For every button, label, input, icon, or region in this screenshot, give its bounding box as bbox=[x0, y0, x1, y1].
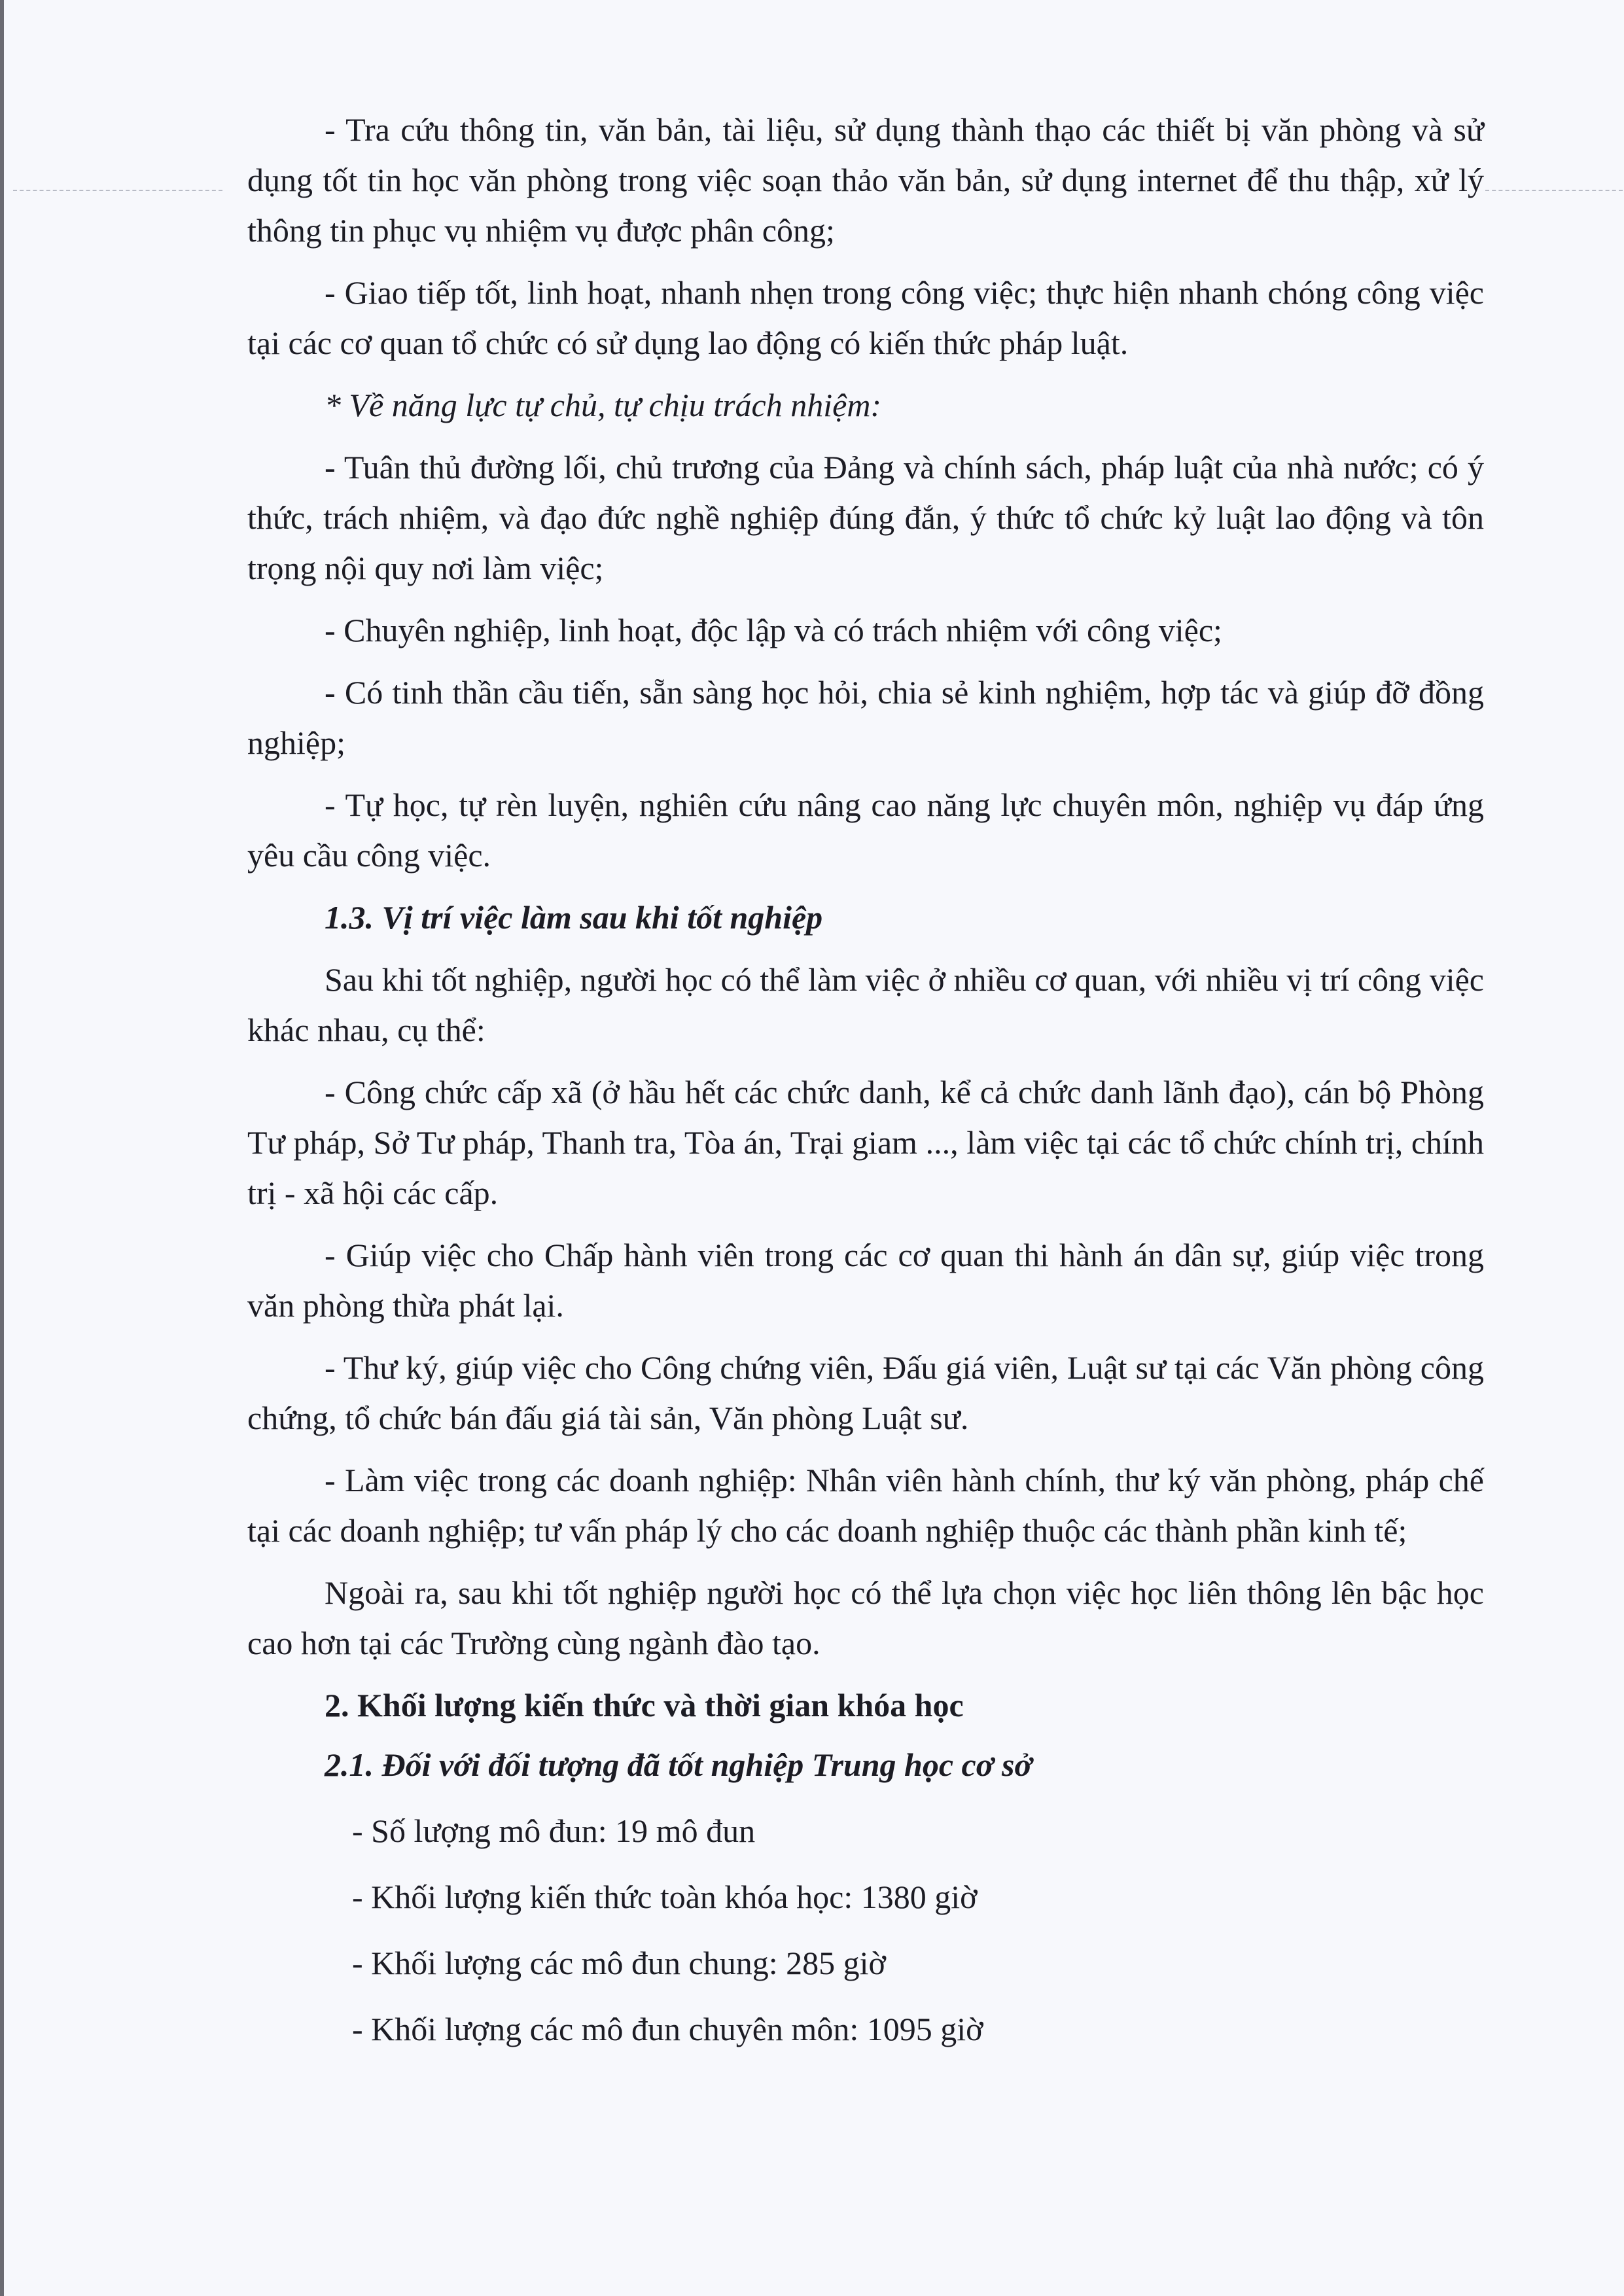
list-item-module-count: - Số lượng mô đun: 19 mô đun bbox=[352, 1812, 756, 1849]
section-heading-1-3: 1.3. Vị trí việc làm sau khi tốt nghiệp bbox=[325, 899, 823, 936]
scan-artifact-line-left bbox=[13, 190, 222, 191]
paragraph-job-positions-intro: Sau khi tốt nghiệp, người học có thể làm việc ở nhiều cơ quan, với nhiều vị trí công việc khác nhau, cụ thể: bbox=[247, 961, 1484, 1048]
paragraph-progressive-spirit: - Có tinh thần cầu tiến, sẵn sàng học hỏi, chia sẻ kinh nghiệm, hợp tác và giúp đỡ đồng nghiệp; bbox=[247, 674, 1484, 761]
paragraph-further-study: Ngoài ra, sau khi tốt nghiệp người học có thể lựa chọn việc học liên thông lên bậc học cao hơn tại các Trường cùng ngành đào tạo. bbox=[247, 1574, 1484, 1661]
paragraph-communication-skills: - Giao tiếp tốt, linh hoạt, nhanh nhẹn trong công việc; thực hiện nhanh chóng công việc tại các cơ quan tổ chức có sử dụng lao động có kiến thức pháp luật. bbox=[247, 274, 1484, 361]
document-body bbox=[247, 105, 1484, 2055]
paragraph-compliance: - Tuân thủ đường lối, chủ trương của Đảng và chính sách, pháp luật của nhà nước; có ý thức, trách nhiệm, và đạo đức nghề nghiệp đúng đắn, ý thức tổ chức kỷ luật lao động và tôn trọng nội quy nơi làm việc; bbox=[247, 449, 1484, 586]
list-item-general-hours: - Khối lượng các mô đun chung: 285 giờ bbox=[352, 1945, 886, 1981]
list-item-specialized-hours: - Khối lượng các mô đun chuyên môn: 1095 giờ bbox=[352, 2011, 983, 2047]
paragraph-enforcement-assistant: - Giúp việc cho Chấp hành viên trong các cơ quan thi hành án dân sự, giúp việc trong văn phòng thừa phát lại. bbox=[247, 1237, 1484, 1324]
paragraph-enterprises: - Làm việc trong các doanh nghiệp: Nhân viên hành chính, thư ký văn phòng, pháp chế tại các doanh nghiệp; tư vấn pháp lý cho các doanh nghiệp thuộc các thành phần kinh tế; bbox=[247, 1462, 1484, 1549]
paragraph-self-study: - Tự học, tự rèn luyện, nghiên cứu nâng cao năng lực chuyên môn, nghiệp vụ đáp ứng yêu cầu công việc. bbox=[247, 786, 1484, 874]
paragraph-secretary: - Thư ký, giúp việc cho Công chứng viên, Đấu giá viên, Luật sư tại các Văn phòng công chứng, tổ chức bán đấu giá tài sản, Văn phòng Luật sư. bbox=[247, 1349, 1484, 1436]
scan-artifact-line-right bbox=[1485, 190, 1623, 191]
paragraph-professionalism: - Chuyên nghiệp, linh hoạt, độc lập và có trách nhiệm với công việc; bbox=[325, 612, 1222, 648]
paragraph-civil-servant: - Công chức cấp xã (ở hầu hết các chức danh, kể cả chức danh lãnh đạo), cán bộ Phòng Tư pháp, Sở Tư pháp, Thanh tra, Tòa án, Trại giam ..., làm việc tại các tổ chức chính trị, chính trị - xã hội các cấp. bbox=[247, 1074, 1484, 1211]
paragraph-research-skills: - Tra cứu thông tin, văn bản, tài liệu, sử dụng thành thạo các thiết bị văn phòng và sử dụng tốt tin học văn phòng trong việc soạn thảo văn bản, sử dụng internet để thu thập, xử lý thông tin phục vụ nhiệm vụ được phân công; bbox=[247, 111, 1484, 249]
section-heading-2: 2. Khối lượng kiến thức và thời gian khóa học bbox=[325, 1687, 964, 1723]
heading-autonomy-responsibility: * Về năng lực tự chủ, tự chịu trách nhiệm: bbox=[325, 387, 882, 423]
section-heading-2-1: 2.1. Đối với đối tượng đã tốt nghiệp Trung học cơ sở bbox=[325, 1746, 1033, 1783]
scan-page-edge bbox=[0, 0, 4, 2296]
list-item-total-hours: - Khối lượng kiến thức toàn khóa học: 1380 giờ bbox=[352, 1879, 978, 1915]
